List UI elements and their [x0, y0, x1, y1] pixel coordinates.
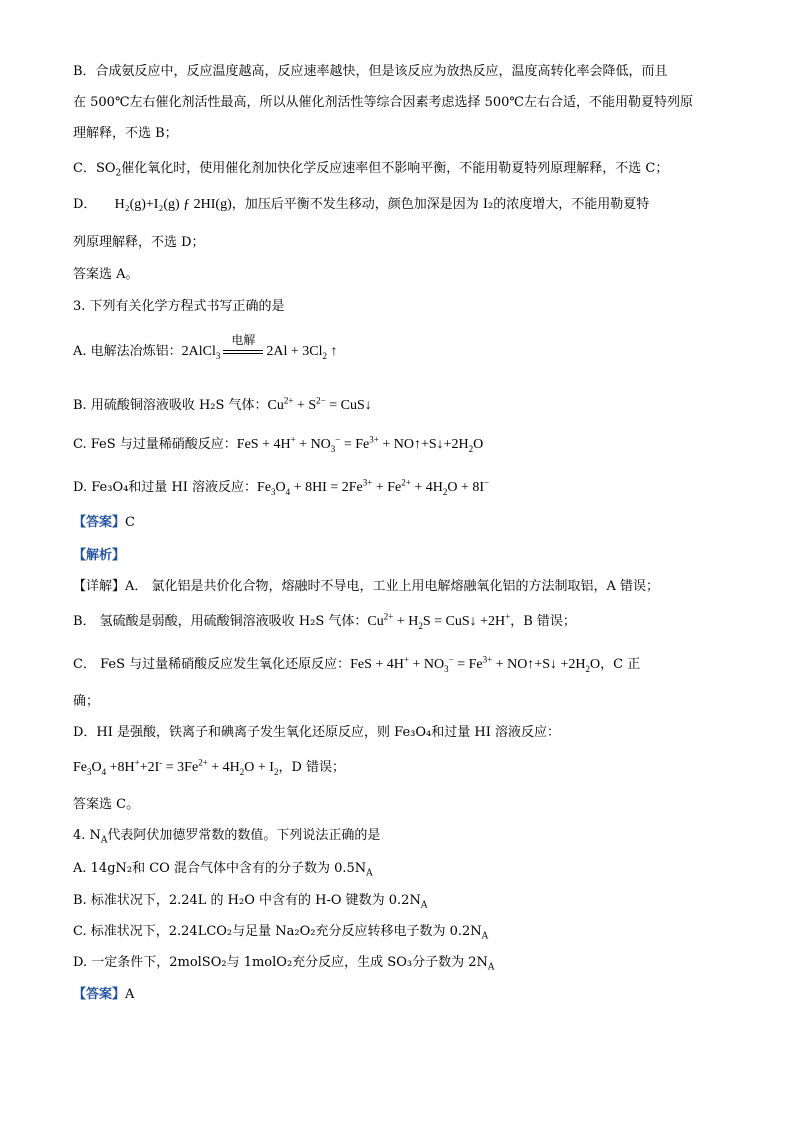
q3-detail-tag: 【详解】 [73, 579, 126, 594]
q3-option-b [73, 396, 372, 416]
q3-option-d-formula: $Fe_3O_4 + 8HI = 2Fe^{3+} + Fe^{2+} + 4H_2O + 8I^-$ [257, 477, 490, 497]
q3-option-a-formula: 2AlCl$_3$ 电解 $2Al + 3Cl_2$ ↑ [182, 344, 338, 359]
q3-detail-d-formula: $Fe_3O_4 +8H^++2I^- = 3Fe^{2+} + 4H_2O + I_2$ [73, 757, 279, 777]
q3-detail-b [73, 612, 576, 632]
q4-option-c: C. 标准状况下，2.24LCO₂与足量 Na₂O₂充分反应转移电子数为 $0.2N_A$ [73, 924, 489, 942]
q4-answer-value: A [125, 987, 135, 1002]
q3-answer-value: C [125, 515, 135, 530]
q4-option-b: B. 标准状况下，2.24L 的 H₂O 中含有的 H-O 键数为 $0.2N_A$ [73, 893, 428, 911]
q3-detail-b-formula: $Cu^{2+} + H_2S$ = CuS↓ +2H+ [367, 611, 511, 631]
q2-option-b-line2: 在 500℃左右催化剂活性最高，所以从催化剂活性等综合因素考虑选择 500℃左右合适，不能用勒夏特列原 [73, 95, 693, 110]
q4-answer-tag: 【答案】 [73, 987, 126, 1002]
q3-option-c-text: C. FeS 与过量稀硝酸反应： [73, 437, 237, 452]
q3-option-b-text: B. 用硫酸铜溶液吸收 H₂S 气体： [73, 398, 268, 413]
q3-detail-c [73, 655, 640, 675]
q3-option-d-text: D. Fe₃O₄和过量 HI 溶液反应： [73, 480, 258, 495]
q3-detail-b-post: ，B 错误； [510, 614, 576, 629]
q3-stem: 3. 下列有关化学方程式书写正确的是 [73, 299, 285, 314]
q4-stem: 4. $N_A$代表阿伏加德罗常数的数值。下列说法正确的是 [73, 828, 381, 846]
q3-final-answer: 答案选 C。 [73, 797, 140, 812]
q3-answer [73, 513, 135, 533]
q3-detail-c-pre: C． FeS 与过量稀硝酸反应发生氧化还原反应： [73, 657, 351, 672]
q4-option-d: D. 一定条件下，2molSO₂与 1molO₂充分反应，生成 SO₃分子数为 $2N_A$ [73, 955, 495, 973]
q3-detail-a-text: A． 氯化铝是共价化合物，熔融时不导电，工业上用电解熔融氧化铝的方法制取铝，A 错误； [125, 579, 660, 594]
q2-option-d-prefix: D． [73, 197, 97, 212]
q3-option-a [73, 333, 338, 362]
q3-detail-c-post: ，C 正 [600, 657, 641, 672]
q3-option-c-formula: FeS + $4H^+ + NO_3^- = Fe^{3+}$ + $NO↑+S↓+2H_2O$ [236, 434, 484, 454]
q3-option-c [73, 435, 483, 455]
q2-option-d-text: ，加压后平衡不发生移动，颜色加深是因为 I₂的浓度增大，不能用勒夏特 [231, 197, 650, 212]
q3-option-a-text: A. 电解法冶炼铝： [73, 344, 182, 359]
q3-detail-d: D．HI 是强酸，铁离子和碘离子发生氧化还原反应，则 Fe₃O₄和过量 HI 溶液反应： [73, 725, 560, 740]
q2-option-d-formula: H₂(g)+I₂(g) ƒ 2HI(g) [114, 197, 232, 212]
q3-detail-b-pre: B． 氢硫酸是弱酸，用硫酸铜溶液吸收 H₂S 气体： [73, 614, 368, 629]
q3-detail-c-formula: FeS + $4H^+ + NO_3^- = Fe^{3+}$ + NO↑+S↓ $+2H_2O$ [350, 654, 601, 674]
electrolysis-label: 电解 [231, 333, 256, 347]
q4-option-a: A. 14gN₂和 CO 混合气体中含有的分子数为 $0.5N_A$ [73, 861, 373, 879]
q3-answer-tag: 【答案】 [73, 515, 126, 530]
q2-option-c-pre: C．SO [73, 161, 116, 176]
q3-option-d [73, 478, 489, 498]
q3-detail-d-formula-line [73, 758, 345, 778]
q3-option-b-formula: $Cu^{2+} + S^{2-}$ = CuS↓ [267, 395, 372, 413]
q3-analysis-tag: 【解析】 [73, 548, 126, 563]
q2-option-d-line2: 列原理解释，不选 D； [73, 235, 205, 250]
electrolysis-arrow [220, 333, 266, 362]
q4-answer [73, 985, 134, 1005]
q2-option-b-line3: 理解释，不选 B； [73, 126, 178, 141]
q2-option-d [73, 195, 649, 215]
q3-detail-d-post: ，D 错误； [278, 760, 346, 775]
q2-option-c-post: 催化氧化时，使用催化剂加快化学反应速率但不影响平衡，不能用勒夏特列原理解释，不选 C； [121, 161, 669, 176]
q2-option-b-line1: B．合成氨反应中，反应温度越高，反应速率越快，但是该反应为放热反应，温度高转化率会降低，而且 [73, 64, 668, 79]
q2-answer: 答案选 A。 [73, 267, 139, 282]
q3-detail-a [73, 577, 659, 597]
q2-option-c: C．$SO_2$催化氧化时，使用催化剂加快化学反应速率但不影响平衡，不能用勒夏特列原理解释，不选 C； [73, 161, 669, 179]
q3-detail-c-line2: 确； [73, 694, 100, 709]
